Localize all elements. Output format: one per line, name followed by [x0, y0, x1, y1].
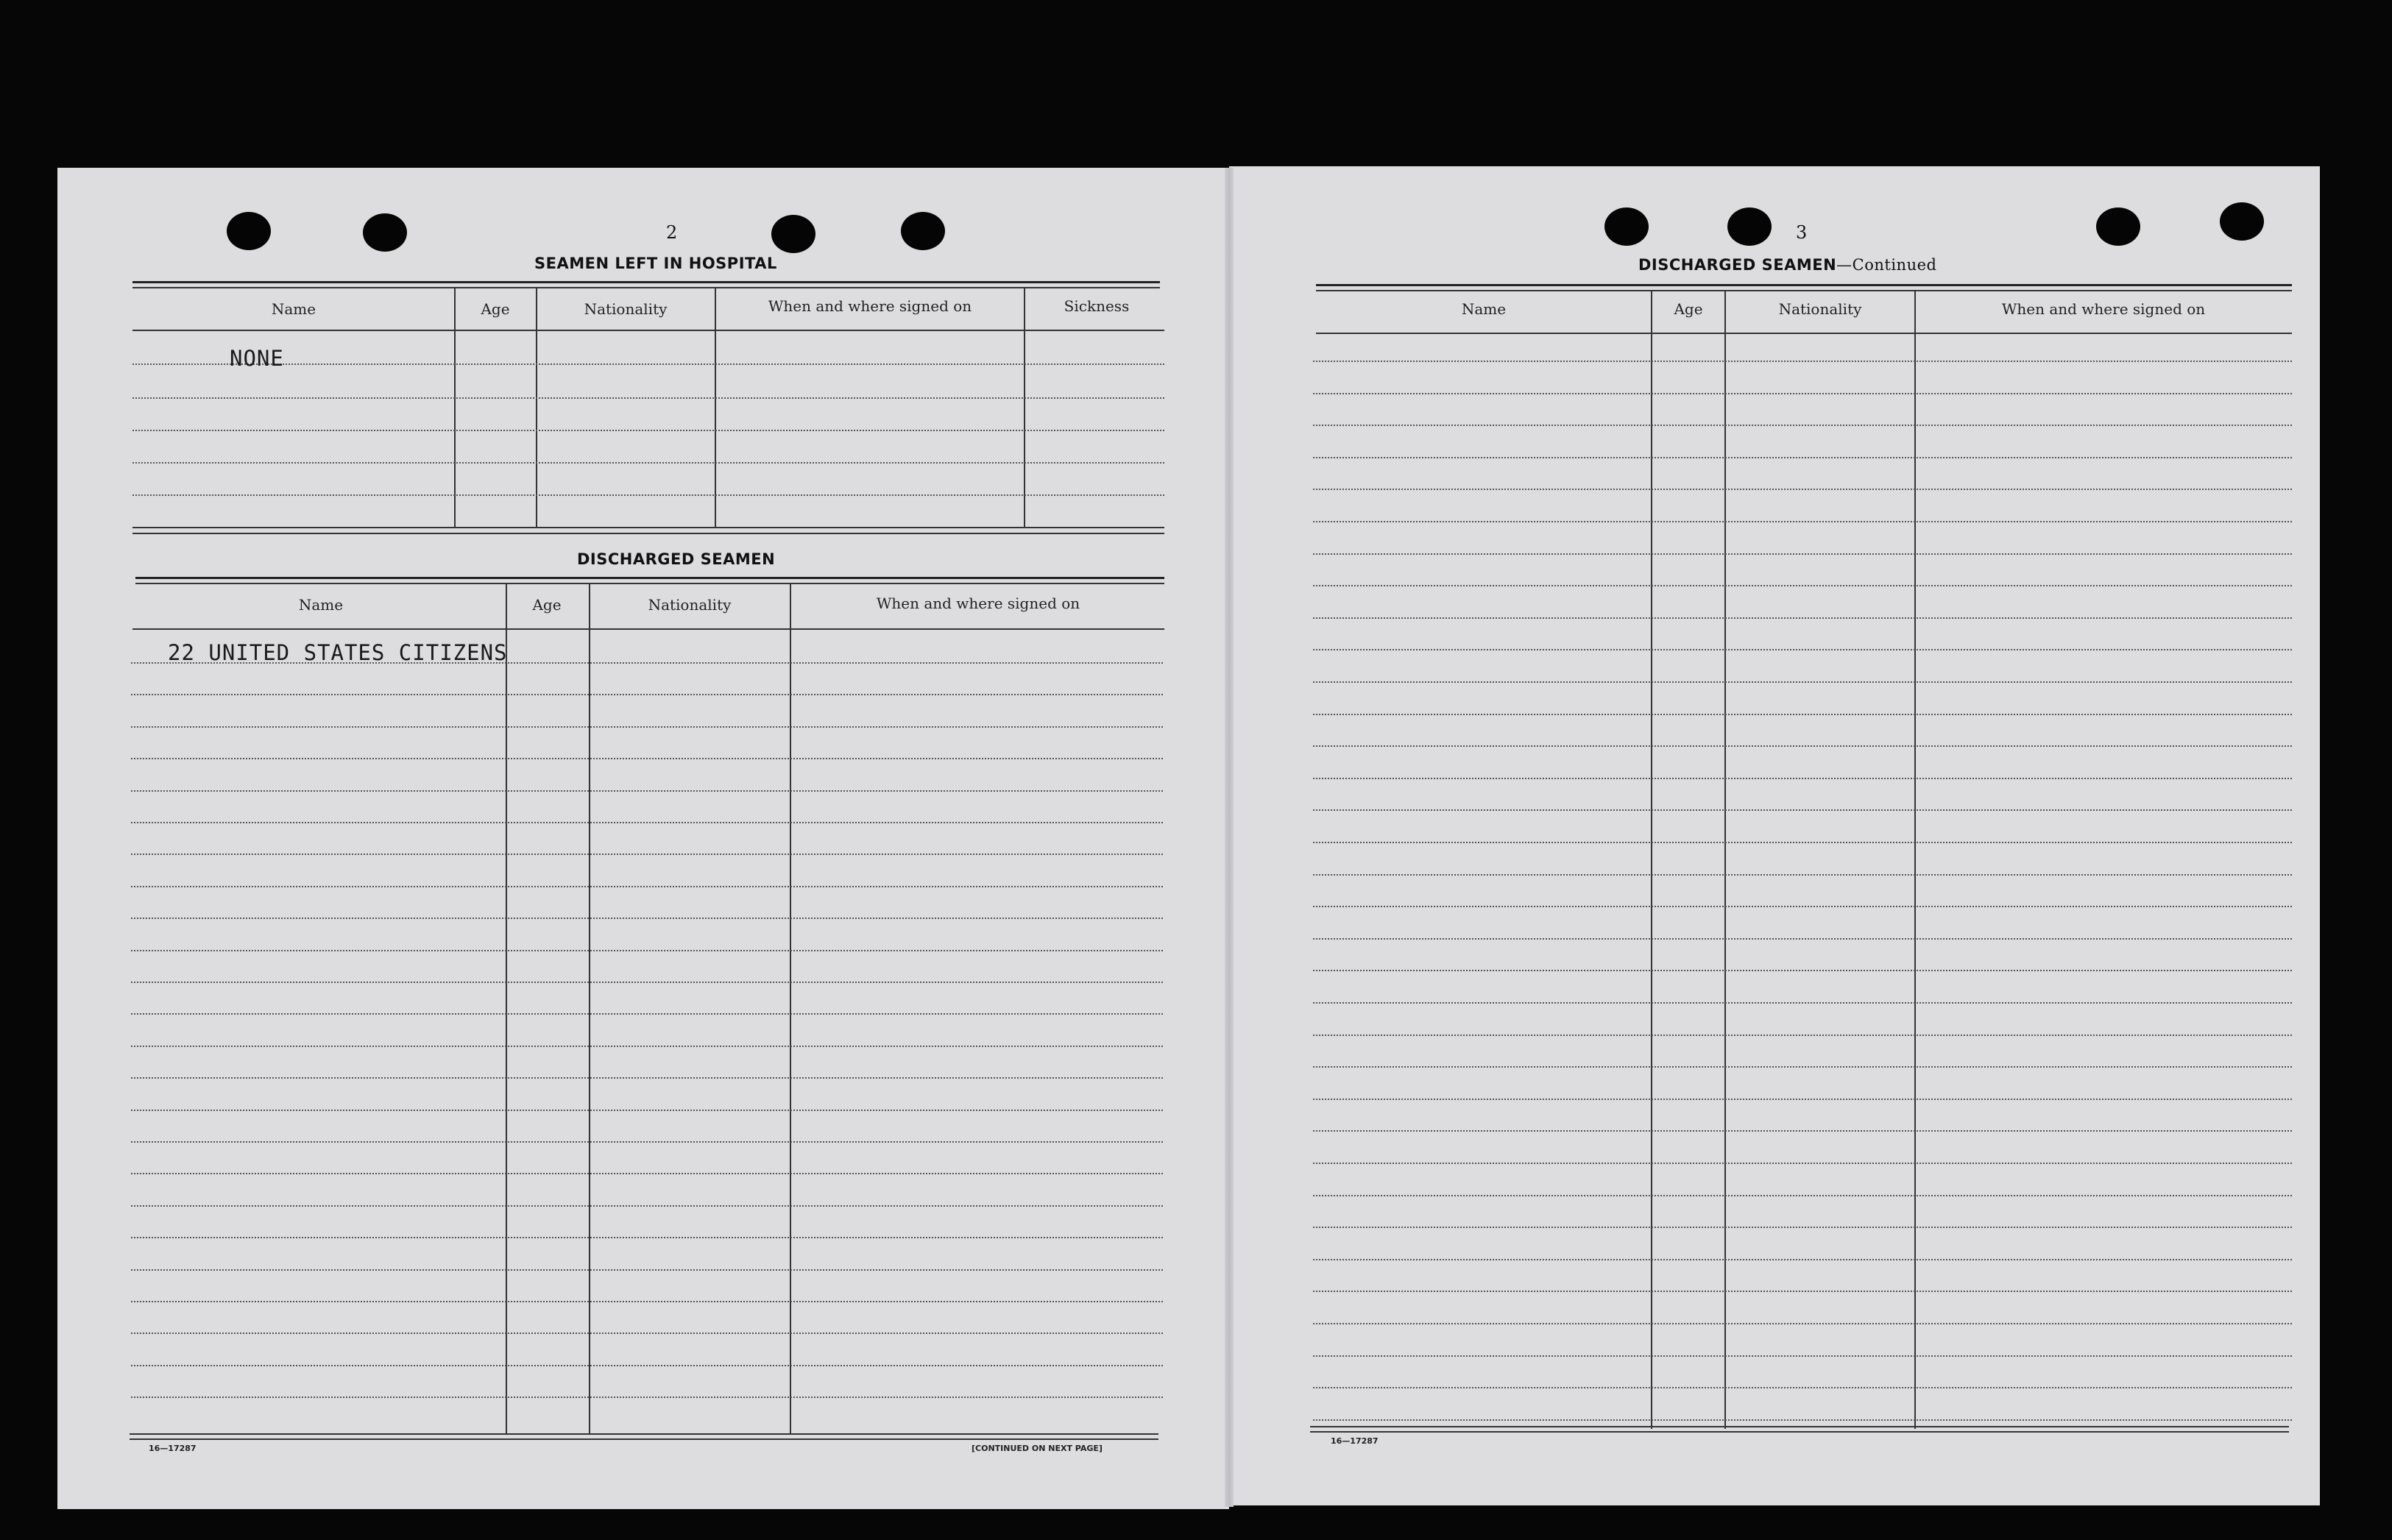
punch-hole: [771, 215, 815, 253]
row-line: [1313, 649, 2292, 650]
row-line: [1313, 1163, 2292, 1164]
header-underline: [132, 628, 1164, 630]
col-header-age: Age: [1674, 300, 1703, 318]
row-line: [131, 1077, 1163, 1079]
row-line: [1313, 1387, 2292, 1388]
row-line: [131, 1397, 1163, 1398]
row-line: [1313, 1099, 2292, 1100]
table-rule: [1310, 1426, 2289, 1427]
row-line: [131, 822, 1163, 823]
row-line: [1313, 1035, 2292, 1036]
row-line: [132, 363, 1164, 365]
row-line: [132, 430, 1164, 431]
row-line: [1313, 1130, 2292, 1132]
form-number: 16—17287: [149, 1444, 197, 1453]
column-divider: [506, 584, 507, 1435]
punch-hole: [901, 212, 945, 250]
punch-hole: [1604, 207, 1649, 246]
col-header-name: Name: [1461, 300, 1507, 318]
row-line: [131, 694, 1163, 695]
row-line: [131, 1141, 1163, 1143]
column-divider: [715, 288, 716, 528]
table-rule: [1310, 1431, 2289, 1433]
row-line: [131, 1013, 1163, 1015]
row-line: [1313, 521, 2292, 522]
row-line: [131, 1237, 1163, 1238]
table-rule: [1316, 290, 2292, 291]
punch-hole: [2096, 207, 2140, 246]
col-header-signed-on: When and where signed on: [2001, 300, 2206, 318]
column-divider: [454, 288, 456, 528]
row-line: [1313, 1355, 2292, 1357]
row-line: [1313, 1227, 2292, 1228]
row-line: [1313, 1066, 2292, 1068]
row-line: [1313, 1002, 2292, 1004]
discharged-section-title: DISCHARGED SEAMEN: [577, 550, 776, 568]
col-header-nationality: Nationality: [648, 596, 732, 614]
continued-section-title: DISCHARGED SEAMEN—Continued: [1638, 256, 1937, 274]
row-line: [131, 982, 1163, 983]
column-divider: [1024, 288, 1025, 528]
hospital-entry: NONE: [230, 346, 284, 371]
punch-hole: [227, 212, 271, 250]
page-number: 2: [666, 222, 678, 243]
row-line: [1313, 1259, 2292, 1260]
col-header-sickness: Sickness: [1064, 297, 1130, 315]
row-line: [1313, 681, 2292, 683]
row-line: [1313, 425, 2292, 426]
row-line: [131, 726, 1163, 728]
row-line: [131, 950, 1163, 951]
row-line: [1313, 745, 2292, 747]
row-line: [1313, 457, 2292, 458]
punch-hole: [1727, 207, 1772, 246]
col-header-age: Age: [481, 300, 510, 318]
row-line: [1313, 393, 2292, 394]
row-line: [1313, 1195, 2292, 1196]
row-line: [131, 1110, 1163, 1111]
row-line: [131, 1205, 1163, 1207]
header-underline: [1316, 333, 2292, 334]
row-line: [131, 1333, 1163, 1334]
col-header-name: Name: [298, 596, 344, 614]
row-line: [1313, 361, 2292, 362]
page-number: 3: [1796, 222, 1808, 243]
table-rule: [135, 583, 1164, 584]
table-rule: [130, 1433, 1158, 1435]
col-header-nationality: Nationality: [1778, 300, 1862, 318]
row-line: [1313, 938, 2292, 940]
row-line: [1313, 874, 2292, 876]
page-gutter: [1225, 168, 1234, 1507]
hospital-section-title: SEAMEN LEFT IN HOSPITAL: [534, 255, 777, 272]
col-header-signed-on: When and where signed on: [876, 595, 1080, 612]
table-rule: [132, 281, 1160, 283]
punch-hole: [363, 213, 407, 252]
row-line: [131, 918, 1163, 919]
discharged-entry: 22 UNITED STATES CITIZENS: [168, 640, 508, 665]
row-line: [1313, 617, 2292, 619]
col-header-nationality: Nationality: [584, 300, 668, 318]
col-header-age: Age: [532, 596, 562, 614]
col-header-signed-on: When and where signed on: [768, 297, 972, 315]
row-line: [1313, 809, 2292, 811]
table-rule: [132, 287, 1160, 288]
row-line: [131, 758, 1163, 759]
row-line: [131, 1173, 1163, 1174]
col-header-name: Name: [271, 300, 316, 318]
column-divider: [589, 584, 590, 1435]
table-rule: [130, 1438, 1158, 1440]
continued-note: [CONTINUED ON NEXT PAGE]: [972, 1444, 1103, 1453]
row-line: [1313, 1419, 2292, 1421]
row-line: [131, 1365, 1163, 1366]
table-rule: [132, 527, 1164, 528]
row-line: [1313, 1291, 2292, 1292]
column-divider: [790, 584, 791, 1435]
row-line: [132, 462, 1164, 464]
row-line: [1313, 1323, 2292, 1324]
form-number: 16—17287: [1331, 1436, 1379, 1446]
row-line: [1313, 714, 2292, 715]
row-line: [1313, 585, 2292, 586]
row-line: [1313, 553, 2292, 555]
row-line: [131, 854, 1163, 855]
table-rule: [1316, 284, 2292, 286]
row-line: [132, 494, 1164, 496]
table-rule: [135, 577, 1164, 579]
row-line: [1313, 906, 2292, 907]
row-line: [131, 1269, 1163, 1271]
row-line: [131, 790, 1163, 792]
header-underline: [132, 330, 1164, 331]
row-line: [1313, 970, 2292, 971]
row-line: [1313, 842, 2292, 843]
row-line: [131, 1046, 1163, 1047]
row-line: [131, 886, 1163, 887]
row-line: [131, 1301, 1163, 1302]
table-rule: [132, 533, 1164, 534]
right-page: [1229, 166, 2320, 1505]
row-line: [132, 397, 1164, 399]
column-divider: [536, 288, 537, 528]
row-line: [1313, 489, 2292, 490]
row-line: [1313, 778, 2292, 779]
punch-hole: [2220, 202, 2264, 241]
